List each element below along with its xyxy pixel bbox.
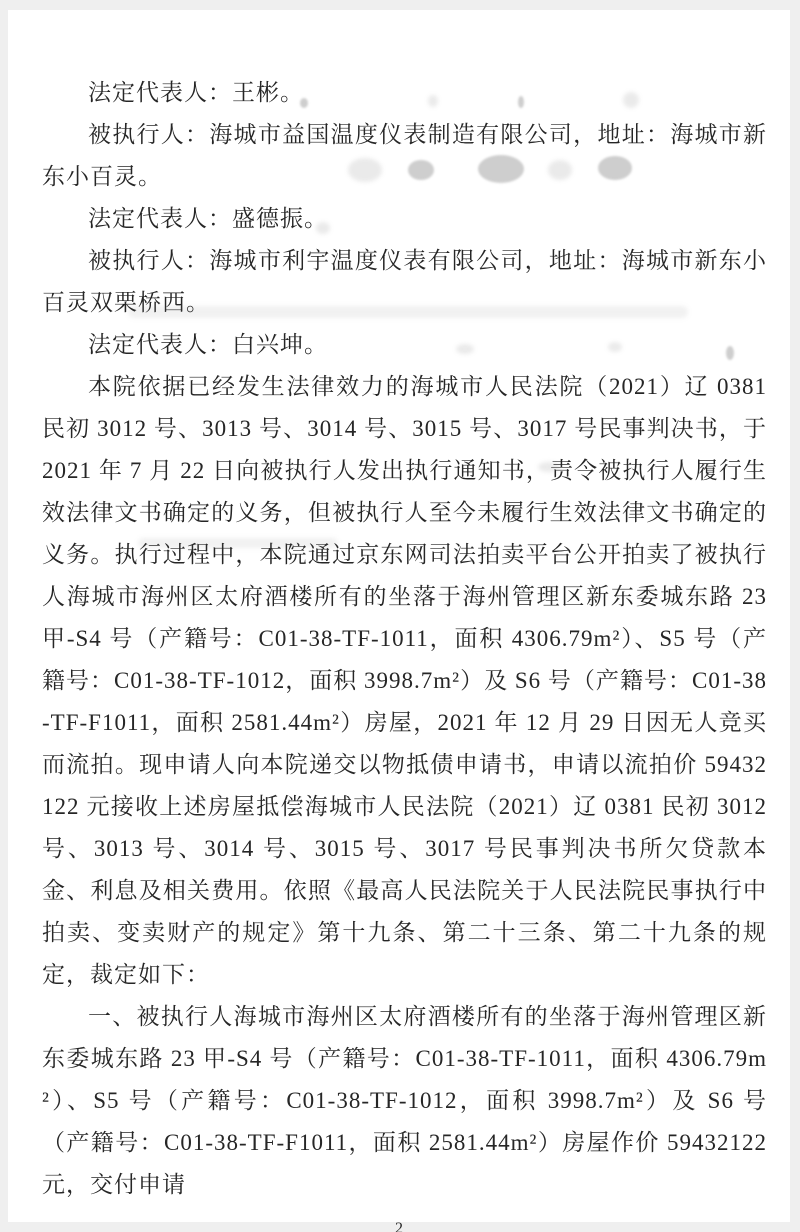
page-number: 2 [395, 1220, 403, 1232]
paragraph-legal-rep-wangbin: 法定代表人：王彬。 [88, 80, 304, 105]
document-body [8, 10, 790, 1206]
paragraph-executee-yiguo: 被执行人：海城市益国温度仪表制造有限公司，地址：海城市新东小百灵。 [42, 122, 767, 189]
document-page [8, 10, 790, 1232]
paragraph-legal-rep-shengdezhen: 法定代表人：盛德振。 [88, 206, 328, 231]
paragraph-case-background: 本院依据已经发生法律效力的海城市人民法院（2021）辽 0381 民初 3012 号、3013 号、3014 号、3015 号、3017 号民事判决书，于 2021 年 7 月 22 日向被执行人发出执行通知书，责令被执行人履行生效法律文书确定的义务，但被执行人至今未履行生效法律文书确定的义务。执行过程中，本院通过京东网司法拍卖平台公开拍卖了被执行人海城市海州区太府酒楼所有的坐落于海州管理区新东委城东路 23 甲-S4 号（产籍号：C01-38-TF-1011，面积 4306.79m²）、S5 号（产籍号：C01-38-TF-1012，面积 3998.7m²）及 S6 号（产籍号：C01-38-TF-F1011，面积 2581.44m²）房屋，2021 年 12 月 29 日因无人竞买而流拍。现申请人向本院递交以物抵债申请书，申请以流拍价 59432122 元接收上述房屋抵偿海城市人民法院（2021）辽 0381 民初 3012 号、3013 号、3014 号、3015 号、3017 号民事判决书所欠贷款本金、利息及相关费用。依照《最高人民法院关于人民法院民事执行中拍卖、变卖财产的规定》第十九条、第二十三条、第二十九条的规定，裁定如下： [42, 374, 767, 987]
paragraph-ruling-item-1: 一、被执行人海城市海州区太府酒楼所有的坐落于海州管理区新东委城东路 23 甲-S4 号（产籍号：C01-38-TF-1011，面积 4306.79m²）、S5 号（产籍号：C01-38-TF-1012，面积 3998.7m²）及 S6 号（产籍号：C01-38-TF-F1011，面积 2581.44m²）房屋作价 59432122 元，交付申请 [42, 1004, 767, 1197]
paragraph-executee-liyu: 被执行人：海城市利宇温度仪表有限公司，地址：海城市新东小百灵双栗桥西。 [42, 248, 767, 315]
paragraph-legal-rep-baixingkun: 法定代表人：白兴坤。 [88, 332, 328, 357]
